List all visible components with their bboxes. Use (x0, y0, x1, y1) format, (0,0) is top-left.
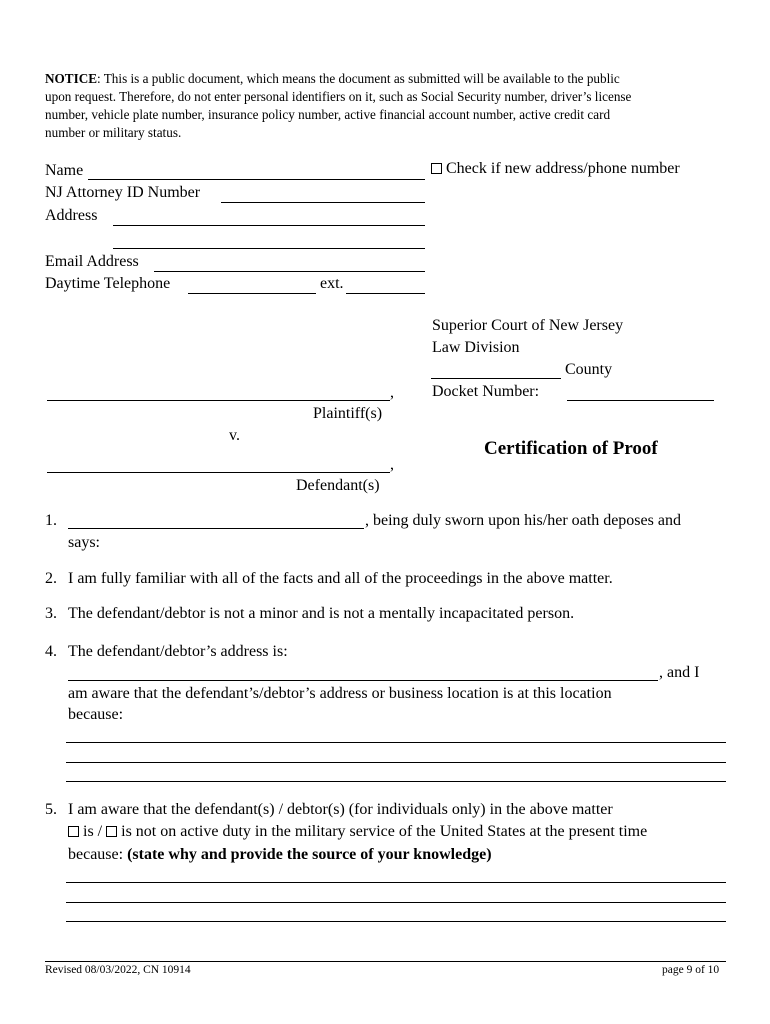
item4-number: 4. (45, 643, 57, 660)
item5-because-line (68, 846, 492, 864)
address-field-line1[interactable] (113, 225, 425, 226)
attorney-id-field[interactable] (221, 202, 425, 203)
notice-line1: : This is a public document, which means the document as submitted will be available to the public (97, 71, 620, 86)
footer-revised: Revised 08/03/2022, CN 10914 (45, 964, 191, 976)
item5-reason-line1[interactable] (66, 882, 726, 883)
address-field-line2[interactable] (113, 248, 425, 249)
ext-field[interactable] (346, 293, 425, 294)
new-address-label: Check if new address/phone number (446, 160, 680, 177)
item4-and: , and I (659, 664, 700, 681)
notice-line2: upon request. Therefore, do not enter personal identifiers on it, such as Social Security number, driver’s license (45, 89, 632, 104)
item1-continuation: says: (68, 534, 100, 551)
email-label: Email Address (45, 253, 139, 270)
item4-reason-line1[interactable] (66, 742, 726, 743)
item5-number: 5. (45, 801, 57, 818)
is-not-label: is not on active duty in the military service of the United States at the present time (121, 823, 648, 840)
item3-text: The defendant/debtor is not a minor and is not a mentally incapacitated person. (68, 605, 575, 622)
county-field[interactable] (431, 378, 561, 379)
plaintiff-field[interactable] (47, 400, 390, 401)
phone-field[interactable] (188, 293, 316, 294)
notice-line3: number, vehicle plate number, insurance policy number, active financial account number, active credit card (45, 107, 611, 122)
item5-because: because: (68, 846, 128, 863)
item4-text: The defendant/debtor’s address is: (68, 643, 288, 660)
is-checkbox[interactable] (68, 826, 79, 837)
notice-line4: number or military status. (45, 125, 182, 140)
form-title: Certification of Proof (484, 438, 658, 459)
defendant-label: Defendant(s) (296, 477, 380, 494)
is-not-checkbox[interactable] (106, 826, 117, 837)
item5-instruction: (state why and provide the source of your knowledge) (127, 846, 492, 863)
item4-reason-line2[interactable] (66, 762, 726, 763)
name-field[interactable] (88, 179, 425, 180)
item4-reason-line3[interactable] (66, 781, 726, 782)
plaintiff-label: Plaintiff(s) (313, 405, 383, 422)
attorney-id-label: NJ Attorney ID Number (45, 184, 201, 201)
phone-label: Daytime Telephone (45, 275, 171, 292)
court-name: Superior Court of New Jersey (432, 317, 624, 334)
docket-label: Docket Number: (432, 383, 540, 400)
item4-line2: am aware that the defendant’s/debtor’s address or business location is at this location (68, 685, 612, 702)
item1-number: 1. (45, 512, 57, 529)
footer-divider (45, 961, 726, 962)
address-label: Address (45, 207, 98, 224)
footer-page-number: page 9 of 10 (662, 964, 720, 976)
item4-line3: because: (68, 706, 124, 723)
notice-label: NOTICE (45, 71, 98, 86)
court-division: Law Division (432, 339, 520, 356)
new-address-check (431, 160, 680, 178)
new-address-checkbox[interactable] (431, 163, 442, 174)
email-field[interactable] (154, 271, 425, 272)
defendant-field[interactable] (47, 472, 390, 473)
defendant-comma: , (390, 456, 394, 473)
item5-reason-line2[interactable] (66, 902, 726, 903)
ext-label: ext. (320, 275, 344, 292)
name-label: Name (45, 162, 84, 179)
plaintiff-comma: , (390, 384, 394, 401)
item2-text: I am fully familiar with all of the facts and all of the proceedings in the above matter. (68, 570, 613, 587)
item1-text: , being duly sworn upon his/her oath deposes and (365, 512, 681, 529)
military-status-line (68, 823, 647, 841)
item5-reason-line3[interactable] (66, 921, 726, 922)
item5-text: I am aware that the defendant(s) / debtor(s) (for individuals only) in the above matter (68, 801, 613, 818)
item2-number: 2. (45, 570, 57, 587)
defendant-address-field[interactable] (68, 680, 658, 681)
item3-number: 3. (45, 605, 57, 622)
versus-label: v. (229, 427, 240, 444)
notice-block (45, 70, 735, 142)
is-label: is / (83, 823, 103, 840)
docket-field[interactable] (567, 400, 714, 401)
affiant-name-field[interactable] (68, 528, 364, 529)
county-label: County (565, 361, 613, 378)
